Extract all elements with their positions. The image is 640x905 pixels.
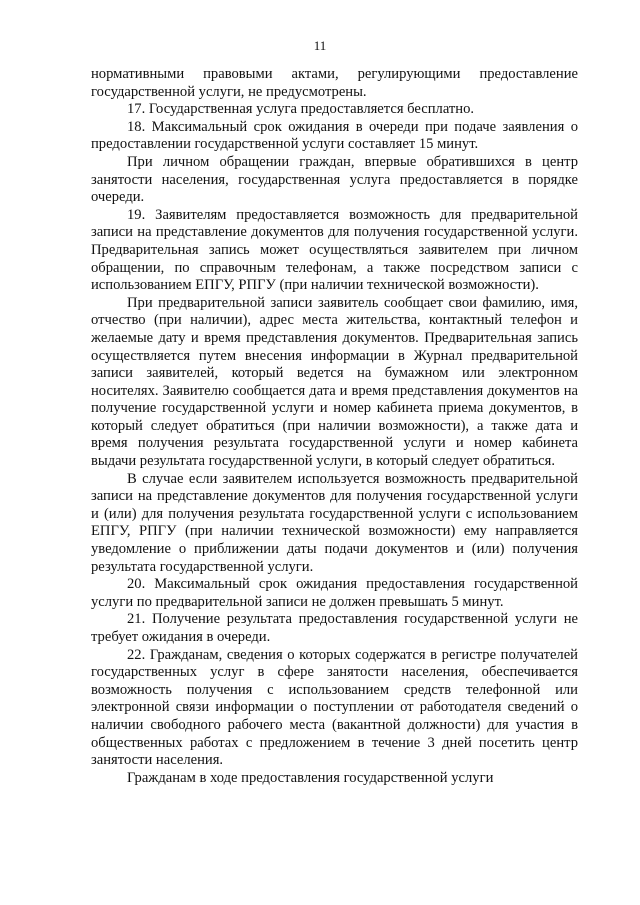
paragraph-19-pre-registration: При предварительной записи заявитель сообщает свои фамилию, имя, отчество (при наличии), адрес места жительства, контактный телефон и желаемые дату и время представления документов. Предварительная запись осуществляется путем внесения информации в Журнал предварительной записи заявителей, который ведется на бумажном или электронном носителях. Заявителю сообщается дата и время представления документов на получение государственной услуги и номер кабинета приема документов, в который следует обратиться (при наличии возможности), а также дата и время получения результата государственной услуги и номер кабинета выдачи результата государственной услуги, в который следует обратиться.	[91, 294, 578, 470]
paragraph-17: 17. Государственная услуга предоставляется бесплатно.	[127, 101, 475, 118]
paragraph-20: 20. Максимальный срок ожидания предоставления государственной услуги по предварительной записи не должен превышать 5 минут.	[91, 576, 578, 610]
document-body	[91, 66, 578, 787]
paragraph-19: 19. Заявителям предоставляется возможность для предварительной записи на представление документов для получения государственной услуги. Предварительная запись может осуществляться заявителем при личном обращении, по справочным телефонам, а также посредством записи с использованием ЕПГУ, РПГУ (при наличии технической возможности).	[91, 206, 578, 294]
paragraph-21: 21. Получение результата предоставления государственной услуги не требует ожидания в очереди.	[91, 611, 578, 645]
paragraph-22-continued: Гражданам в ходе предоставления государственной услуги	[127, 769, 494, 786]
paragraph-22: 22. Гражданам, сведения о которых содержатся в регистре получателей государственных услуг в сфере занятости населения, обеспечивается возможность получения с использованием средств телефонной или электронной связи информации о поступлении от работодателя сведений о наличии свободного рабочего места (вакантной должности) для участия в общественных работах с предложением в течение 3 дней посетить центр занятости населения.	[91, 646, 578, 769]
paragraph-continuation: нормативными правовыми актами, регулирующими предоставление государственной услуги, не предусмотрены.	[91, 66, 578, 100]
page-number: 11	[313, 38, 327, 53]
paragraph-18: 18. Максимальный срок ожидания в очереди при подаче заявления о предоставлении государственной услуги составляет 15 минут.	[91, 118, 578, 153]
paragraph-19-notification: В случае если заявителем используется возможность предварительной записи на представление документов для получения государственной услуги и (или) для получения результата государственной услуги с использованием ЕПГУ, РПГУ (при наличии технической возможности) ему направляется уведомление о приближении даты подачи документов и (или) получения результата государственной услуги.	[91, 470, 578, 575]
paragraph-18-personal-visit: При личном обращении граждан, впервые обратившихся в центр занятости населения, государственная услуга предоставляется в порядке очереди.	[91, 153, 578, 206]
